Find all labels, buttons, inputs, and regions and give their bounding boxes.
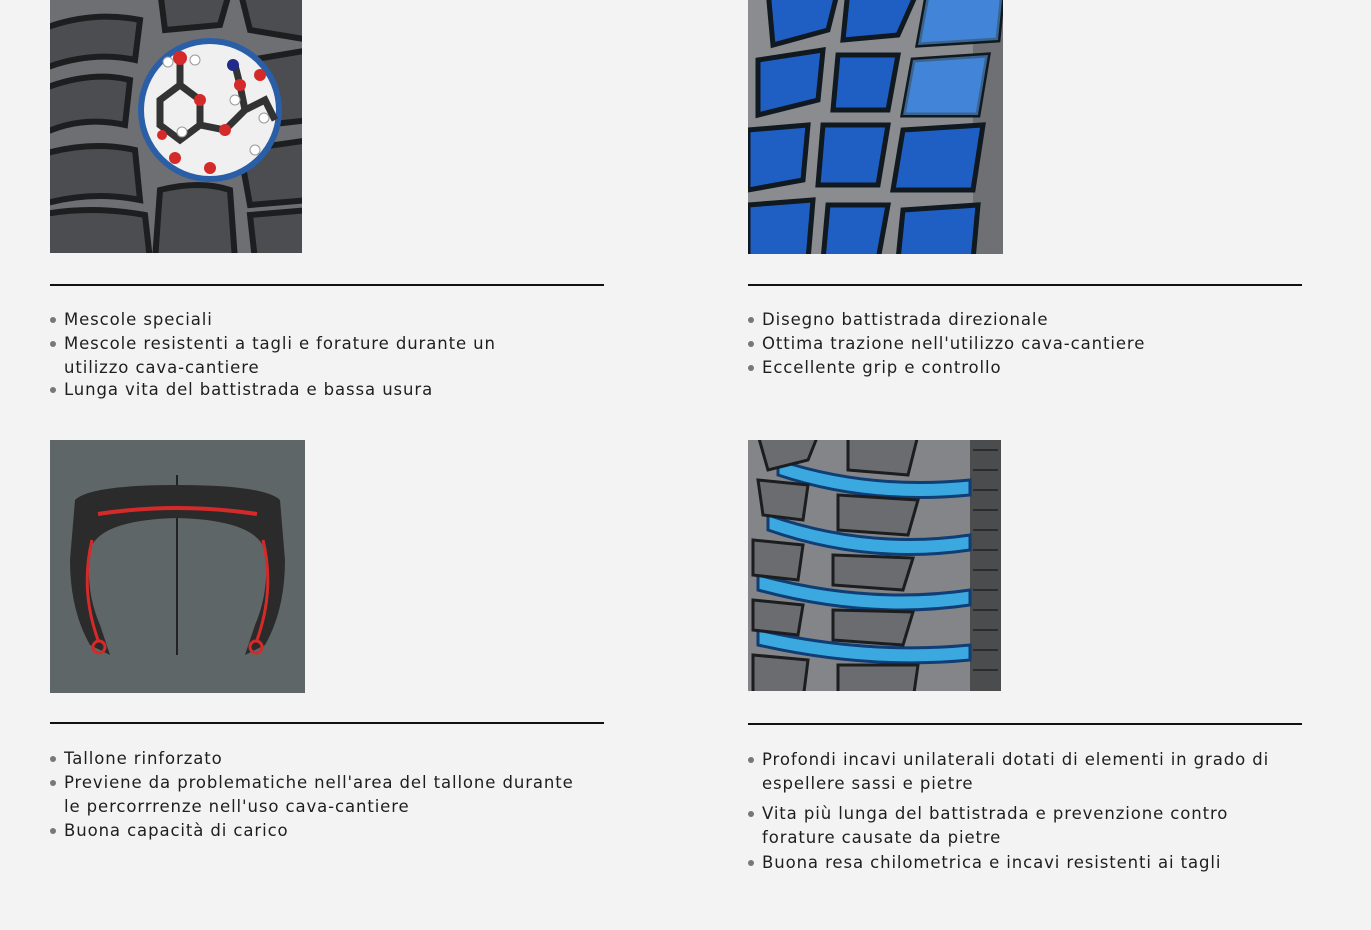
- reinforced-bead-cross-section-icon: [50, 440, 305, 693]
- list-item: Mescole speciali: [50, 308, 500, 332]
- list-item: Buona resa chilometrica e incavi resistenti ai tagli: [748, 851, 1288, 875]
- list-item: Vita più lunga del battistrada e prevenzione contro forature causate da pietre: [748, 802, 1288, 850]
- list-item: Eccellente grip e controllo: [748, 356, 1288, 380]
- feature-bullet-list: [50, 747, 590, 843]
- list-item: Lunga vita del battistrada e bassa usura: [50, 378, 500, 402]
- list-item: Disegno battistrada direzionale: [748, 308, 1288, 332]
- list-item: Mescole resistenti a tagli e forature durante un utilizzo cava-cantiere: [50, 332, 500, 380]
- feature-bullet-list: [748, 748, 1288, 875]
- directional-tread-pattern-icon: [748, 0, 1003, 254]
- feature-bullet-list: [748, 308, 1288, 380]
- section-divider: [50, 722, 604, 724]
- list-item: Buona capacità di carico: [50, 819, 590, 843]
- section-divider: [748, 723, 1302, 725]
- section-divider: [50, 284, 604, 286]
- feature-bullet-list: [50, 308, 500, 402]
- list-item: Tallone rinforzato: [50, 747, 590, 771]
- list-item: Ottima trazione nell'utilizzo cava-cantiere: [748, 332, 1288, 356]
- tread-compound-molecule-icon: [50, 0, 302, 253]
- list-item: Previene da problematiche nell'area del tallone durante le percorrrenze nell'uso cava-cantiere: [50, 771, 590, 819]
- section-divider: [748, 284, 1302, 286]
- stone-ejector-grooves-icon: [748, 440, 1001, 691]
- list-item: Profondi incavi unilaterali dotati di elementi in grado di espellere sassi e pietre: [748, 748, 1288, 796]
